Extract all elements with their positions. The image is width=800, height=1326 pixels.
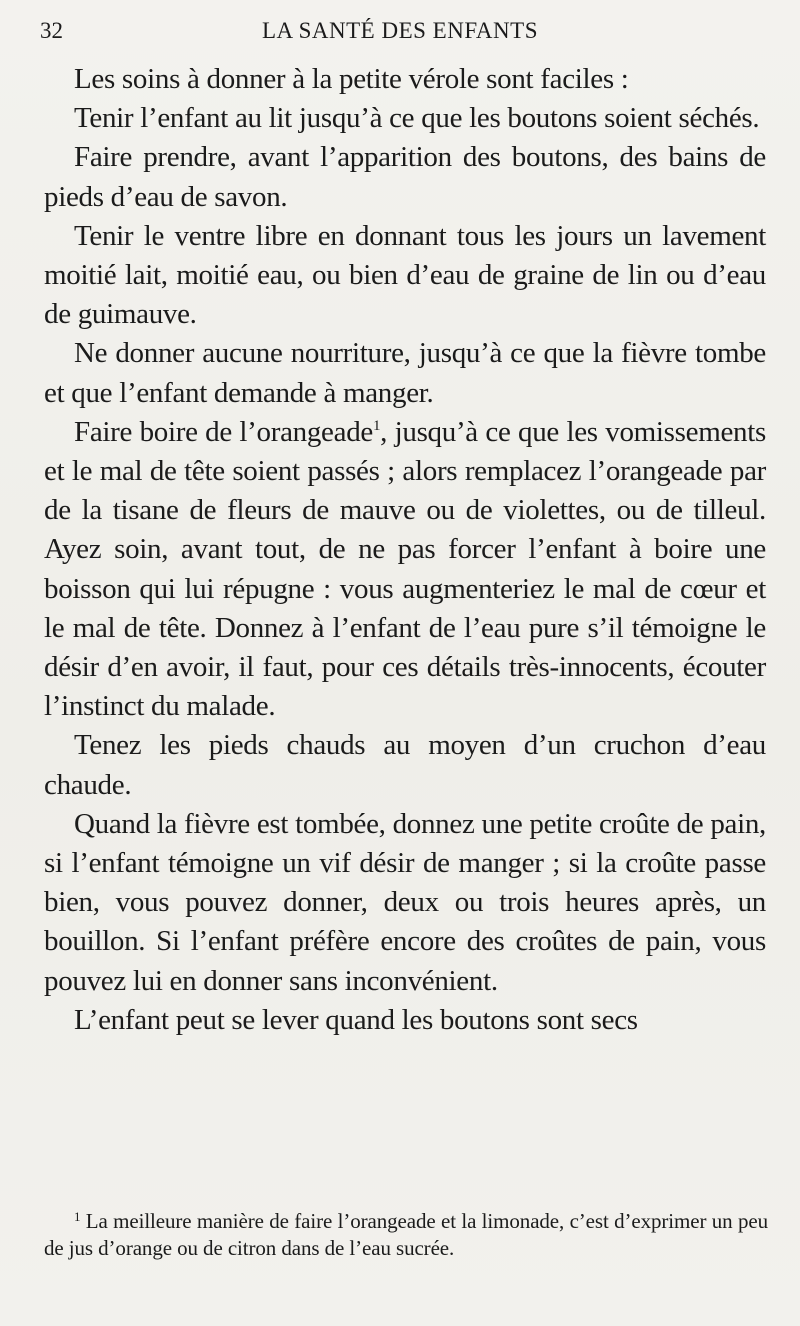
paragraph-5: Ne donner aucune nourriture, jusqu’à ce que la fièvre tombe et que l’enfant demande à manger. [44, 337, 766, 409]
paragraph-6-start: Faire boire de l’orangeade [74, 415, 373, 448]
paragraph-2: Tenir l’enfant au lit jusqu’à ce que les boutons soient séchés. [74, 102, 760, 135]
paragraph-6-rest: , jusqu’à ce que les vomissements et le mal de tête soient passés ; alors remplacez l’orangeade par de la tisane de fleurs de mauve ou de violettes, ou de tilleul. Ayez soin, avant tout, de ne pas forcer l’enfant à boire une boisson qui lui répugne : vous augmenteriez le mal de cœur et le mal de tête. Donnez à l’enfant de l’eau pure s’il témoigne le désir d’en avoir, il faut, pour ces détails très-innocents, écouter l’instinct du malade. [44, 415, 766, 723]
footnote-marker: 1 [74, 1209, 81, 1224]
paragraph-4: Tenir le ventre libre en donnant tous les jours un lavement moitié lait, moitié eau, ou bien d’eau de graine de lin ou d’eau de guimauve. [44, 219, 766, 331]
paragraph-3: Faire prendre, avant l’apparition des boutons, des bains de pieds d’eau de savon. [44, 141, 766, 213]
main-text [44, 60, 766, 1040]
paragraph-6 [44, 413, 766, 727]
footnote-text: La meilleure manière de faire l’orangeade et la limonade, c’est d’exprimer un peu de jus d’orange ou de citron dans de l’eau sucrée. [44, 1209, 768, 1260]
footnote [44, 1208, 768, 1261]
page-header [40, 16, 760, 48]
paragraph-8: Quand la fièvre est tombée, donnez une petite croûte de pain, si l’enfant témoigne un vif désir de manger ; si la croûte passe bien, vous pouvez donner, deux ou trois heures après, un bouillon. Si l’enfant préfère encore des croûtes de pain, vous pouvez lui en donner sans inconvénient. [44, 807, 766, 997]
paragraph-1: Les soins à donner à la petite vérole sont faciles : [74, 63, 629, 95]
footnote-reference[interactable]: 1 [372, 417, 381, 434]
paragraph-7: Tenez les pieds chauds au moyen d’un cruchon d’eau chaude. [44, 729, 766, 801]
running-title: LA SANTÉ DES ENFANTS [261, 18, 538, 43]
page-number: 32 [40, 18, 63, 43]
paragraph-9: L’enfant peut se lever quand les boutons sont secs [74, 1003, 638, 1036]
